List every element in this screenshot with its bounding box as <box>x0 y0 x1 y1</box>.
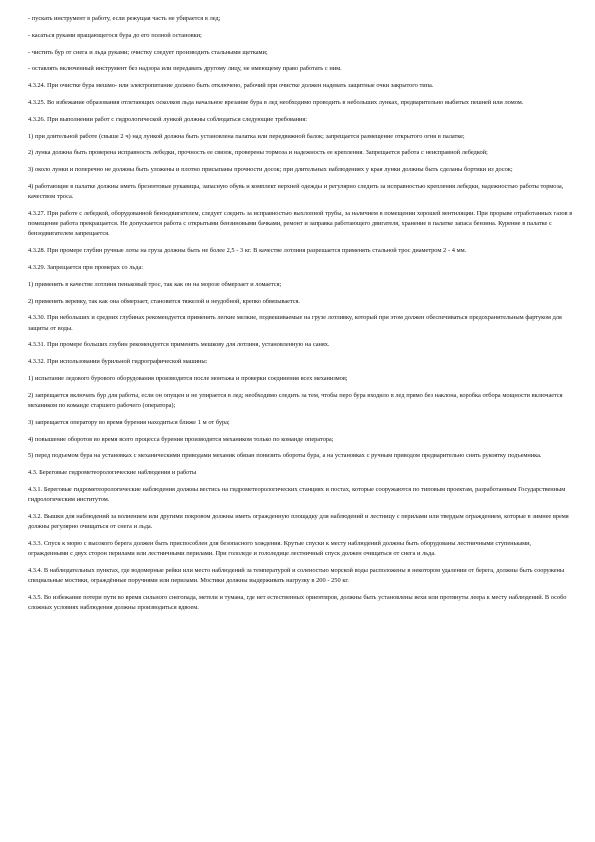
paragraph: 4.3.32. При использовании бурильной гидрографической машины: <box>28 358 208 366</box>
paragraph: 2) применять веревку, так как она обмерзает, становится тяжелой и неудобной, крепко обвязывается. <box>28 297 300 305</box>
paragraph: - касаться руками вращающегося бура до его полной остановки; <box>28 31 202 39</box>
paragraph: 4.3.26. При выполнении работ с гидрологической лункой должны соблюдаться следующие требования: <box>28 115 308 123</box>
paragraph: 4.3. Береговые гидрометеорологические наблюдения и работы <box>28 469 197 477</box>
paragraph: 4.3.2. Вышки для наблюдений за волнением или другими покровом должны иметь огражденную площадку для наблюдений и лестницу с перилами или твердым ограждением, которые в зимнее время должны регулярно очищаться от снега и льда. <box>28 512 569 531</box>
paragraph: 2) лунка должна быть проверена исправность лебедки, прочность ее связок, проверены тормоза и надежность ее крепления. Запрещается работа с неисправной лебедкой; <box>28 149 488 157</box>
paragraph: 3) около лунки и поперечно не должны быть уложены и плотно присыпаны прочности досок; при длительных наблюдениях у края лунки должны быть сделаны бортики из досок; <box>28 166 513 174</box>
paragraph: 4.3.4. В наблюдательных пунктах, где водомерные рейки или место наблюдений за температурой и соленостью морской воды расположены в некотором удалении от берега, должны быть сооружены специальные мостики, ограждённые поручнями или перилами. Мостики должны выдерживать нагрузку в 200 - 250 кг. <box>28 566 565 585</box>
paragraph: 4.3.24. При очистке бура мешмо- или электропитание должно быть отключено, рабочий при очистке должен надевать защитные очки закрытого типа. <box>28 82 434 90</box>
paragraph: 3) запрещается оператору во время бурения находиться ближе 1 м от бура; <box>28 418 230 426</box>
paragraph: 4.3.29. Запрещается при промерах со льда: <box>28 263 143 271</box>
paragraph: 4.3.30. При небольших и средних глубинах рекомендуется применять легкие мелкие, подвешиваемые на грузе лотливку, который при этом должен обеспечиваться предохранительным фартуком для защиты от воды. <box>28 314 562 332</box>
paragraph: 4.3.3. Спуск к морю с высокого берега должен быть приспособлен для безопасного хождения. Крутые спуски к месту наблюдений должны быть оборудованы лестничными ступеньками, огражденными с двух сторон перилами или лестничными перилами. При гололеде и гололедице лестничный спуск должен очищаться от снега и льда. <box>28 539 532 558</box>
paragraph: 1) при длительной работе (свыше 2 ч) над лункой должна быть установлена палатка или передвижной балок; запрещается размещение открытого огня в палатке; <box>28 132 465 140</box>
paragraph: 4.3.25. Во избежание образования отлетающих осколков льда начальное врезание бура в лед необходимо проводить в небольших лунках, предварительно выбитых пешней или ломом. <box>28 98 524 106</box>
paragraph: - пускать инструмент в работу, если режущая часть не убирается в лед; <box>28 15 221 22</box>
paragraph: 4.3.1. Береговые гидрометеорологические наблюдения должны вестись на гидрометеорологических станциях и постах, которые сооружаются по типовым проектам, разработанным Государственным гидрологическим институтом. <box>28 485 566 504</box>
paragraph: 4) повышение оборотов во время всего процесса бурения производится механиком только по команде оператора; <box>28 435 334 443</box>
paragraph: 4) работающие в палатке должны иметь брезентовые рукавицы, запасную обувь и комплект верхней одежды и регулярно следить за исправностью крепления лебедки, надежностью работы тормоза, качеством троса. <box>28 182 564 201</box>
paragraph: 4.3.28. При промере глубин ручные лоты на груза должны быть не более 2,5 - 3 кг. В качестве лотлиня разрешается применять стальной трос диаметром 2 - 4 мм. <box>28 247 467 255</box>
paragraph: 4.3.5. Во избежание потери пути во время сильного снегопада, метели и тумана, где нет естественных ориентиров, должны быть установлены вехи или протянуты леера к месту наблюдений. В особо сложных условиях наблюдения должны производиться вдвоем. <box>28 593 567 612</box>
document-page <box>28 14 573 620</box>
paragraph: 1) применять в качестве лотлиня пеньковый трос, так как он на морозе обмерзает и ломается; <box>28 280 282 288</box>
paragraph: 5) перед подъемом бура на установках с механическими приводами механик обязан понизить обороты бура, а на установках с ручным приводом предварительно снять рукоятку подъемника. <box>28 452 542 460</box>
paragraph: 4.3.27. При работе с лебедкой, оборудованной бензодвигателем, следует следить за исправностью выхлопной трубы, за наличием в помещении хорошей вентиляции. При прорыве отработанных газов в помещение работа прекращается. Не допускается работа с открытыми бензиновыми бачками, ремонт и заправка работающего двигателя, хранение в палатке запаса бензина. Курение в палатке с бензодвигателем запрещается. <box>28 209 573 238</box>
paragraph: - оставлять включенный инструмент без надзора или передавать другому лицу, не имеющему право работать с ним. <box>28 65 342 73</box>
paragraph: 1) испытание ледового бурового оборудования производится после монтажа и проверки соединения всех механизмов; <box>28 374 348 382</box>
paragraph: 2) запрещается включать бур для работы, если он опущен и не упирается в лед; необходимо следить за тем, чтобы перо бура входило в лед прямо без наклона, коробка отбора мощности включается механиком по команде старшего рабочего (оператора); <box>28 391 563 409</box>
paragraph: - чистить бур от снега и льда руками; очистку следует производить стальными щетками; <box>28 48 268 56</box>
paragraph: 4.3.31. При промере больших глубин рекомендуется применять мешкову для лотлиня, установленную на санях. <box>28 341 330 349</box>
